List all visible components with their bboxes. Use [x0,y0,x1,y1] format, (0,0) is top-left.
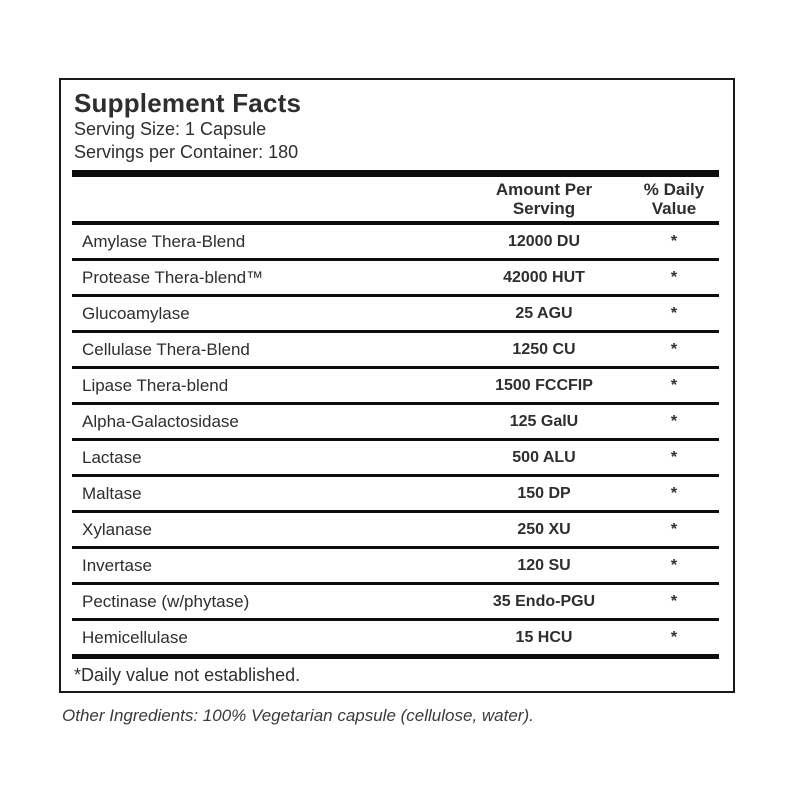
ingredient-daily-value: * [670,376,678,394]
table-row [72,405,719,441]
ingredient-amount: 1500 FCCFIP [495,376,593,394]
ingredient-amount: 150 DP [517,484,571,502]
ingredient-daily-value: * [670,592,678,610]
table-row [72,369,719,405]
supplement-facts-panel [59,78,735,693]
ingredient-daily-value: * [670,268,678,286]
ingredient-amount: 125 GalU [509,412,579,430]
daily-value-footnote: *Daily value not established. [74,665,301,685]
table-row [72,261,719,297]
table-row [72,225,719,261]
ingredient-amount: 42000 HUT [503,268,585,286]
header-amount-per-serving-label: Amount Per Serving [495,180,593,218]
table-row [72,585,719,621]
ingredient-daily-value: * [670,628,678,646]
ingredient-name: Alpha-Galactosidase [82,411,239,431]
table-row [72,621,719,654]
ingredient-amount: 35 Endo-PGU [492,592,596,610]
ingredient-amount: 15 HCU [515,628,573,646]
ingredient-name: Lipase Thera-blend [82,375,229,395]
table-row [72,333,719,369]
table-row [72,441,719,477]
ingredient-amount: 1250 CU [512,340,576,358]
ingredient-daily-value: * [670,556,678,574]
panel-title: Supplement Facts [74,88,302,118]
ingredient-name: Amylase Thera-Blend [82,231,246,251]
ingredient-amount: 120 SU [517,556,571,574]
ingredient-daily-value: * [670,484,678,502]
table-row [72,477,719,513]
ingredient-name: Hemicellulase [82,627,188,647]
serving-size-text: Serving Size: 1 Capsule [74,119,267,139]
panel-inner [61,80,733,686]
ingredient-amount: 25 AGU [515,304,573,322]
servings-per-container-text: Servings per Container: 180 [74,142,299,162]
ingredient-amount: 500 ALU [512,448,576,466]
ingredient-amount: 250 XU [517,520,571,538]
ingredient-name: Lactase [82,447,142,467]
other-ingredients-text: Other Ingredients: 100% Vegetarian capsule (cellulose, water). [62,706,534,725]
ingredient-daily-value: * [670,448,678,466]
ingredient-name: Pectinase (w/phytase) [82,591,250,611]
ingredient-name: Glucoamylase [82,303,190,323]
ingredient-name: Maltase [82,483,142,503]
ingredient-name: Xylanase [82,519,152,539]
table-row [72,549,719,585]
table-header-row [72,177,719,221]
ingredient-amount: 12000 DU [507,232,581,250]
header-amount-per-serving [459,180,629,218]
table-row [72,513,719,549]
ingredient-daily-value: * [670,340,678,358]
ingredient-name: Cellulase Thera-Blend [82,339,250,359]
ingredient-daily-value: * [670,304,678,322]
ingredient-daily-value: * [670,520,678,538]
header-percent-daily-value [629,180,719,218]
header-percent-daily-value-label: % Daily Value [643,180,705,218]
ingredient-name: Invertase [82,555,152,575]
ingredient-name: Protease Thera-blend™ [82,267,264,287]
top-divider-bar [72,170,719,177]
ingredient-daily-value: * [670,412,678,430]
ingredient-table [72,225,719,654]
table-row [72,297,719,333]
ingredient-daily-value: * [670,232,678,250]
